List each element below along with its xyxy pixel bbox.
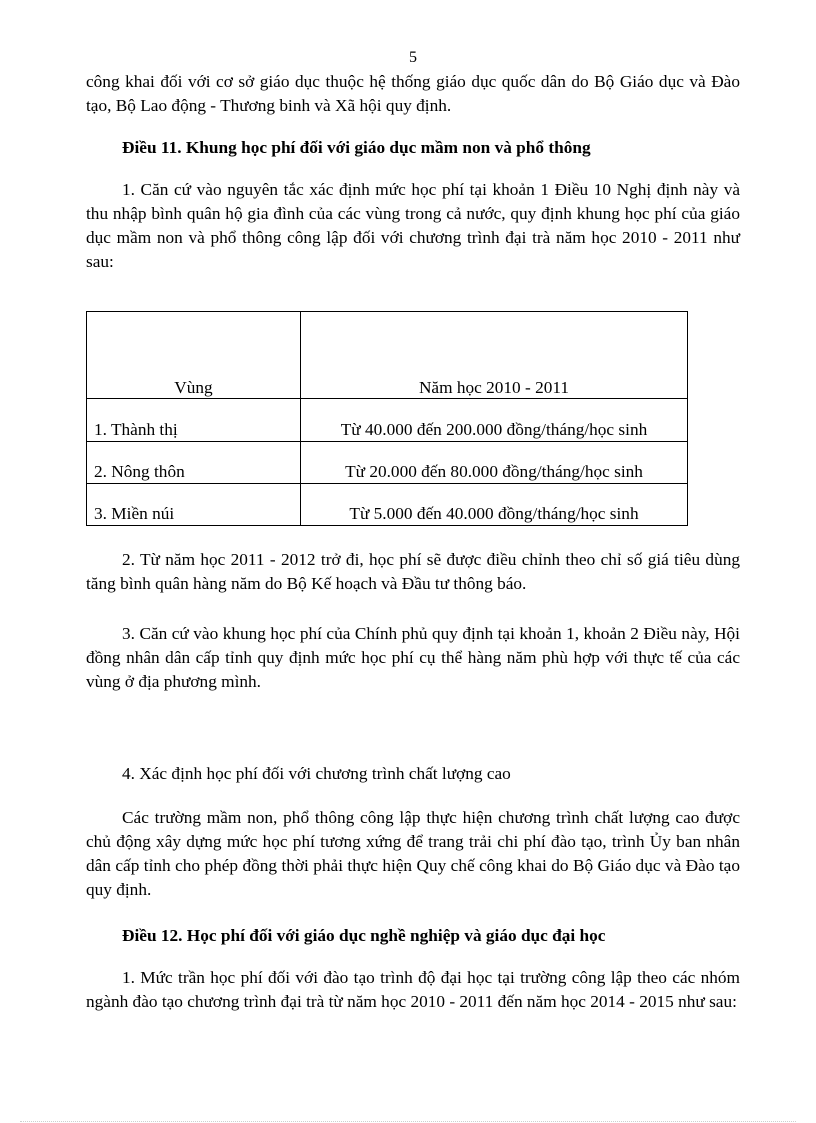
fee-cell: Từ 20.000 đến 80.000 đồng/tháng/học sinh bbox=[301, 442, 688, 484]
region-cell: 2. Nông thôn bbox=[87, 442, 301, 484]
fee-table bbox=[86, 311, 688, 526]
fee-cell: Từ 5.000 đến 40.000 đồng/tháng/học sinh bbox=[301, 484, 688, 526]
page-number: 5 bbox=[409, 49, 417, 66]
article-12-heading: Điều 12. Học phí đối với giáo dục nghề nghiệp và giáo dục đại học bbox=[122, 926, 606, 945]
table-row bbox=[87, 399, 688, 442]
article-11-clause-1: 1. Căn cứ vào nguyên tắc xác định mức học phí tại khoản 1 Điều 10 Nghị định này và thu nhập bình quân hộ gia đình của các vùng trong cả nước, quy định khung học phí của giáo dục mầm non và phổ thông công lập đối với chương trình đại trà năm học 2010 - 2011 như sau: bbox=[86, 180, 740, 271]
fee-table-header-row bbox=[87, 312, 688, 399]
paragraph-intro: công khai đối với cơ sở giáo dục thuộc hệ thống giáo dục quốc dân do Bộ Giáo dục và Đào tạo, Bộ Lao động - Thương binh và Xã hội quy định. bbox=[86, 72, 740, 115]
fee-cell: Từ 40.000 đến 200.000 đồng/tháng/học sinh bbox=[301, 399, 688, 442]
article-12-clause-1: 1. Mức trần học phí đối với đào tạo trình độ đại học tại trường công lập theo các nhóm ngành đào tạo chương trình đại trà từ năm học 2010 - 2011 đến năm học 2014 - 2015 như sau: bbox=[86, 968, 740, 1011]
page-bottom-divider bbox=[20, 1121, 796, 1122]
fee-table-header-region: Vùng bbox=[87, 312, 301, 399]
region-cell: 1. Thành thị bbox=[87, 399, 301, 442]
article-11-clause-2: 2. Từ năm học 2011 - 2012 trở đi, học phí sẽ được điều chỉnh theo chỉ số giá tiêu dùng tăng bình quân hàng năm do Bộ Kế hoạch và Đầu tư thông báo. bbox=[86, 550, 740, 593]
article-11-clause-4-heading: 4. Xác định học phí đối với chương trình chất lượng cao bbox=[122, 764, 511, 783]
table-row bbox=[87, 484, 688, 526]
article-11-clause-4-body: Các trường mầm non, phổ thông công lập thực hiện chương trình chất lượng cao được chủ động xây dựng mức học phí tương xứng để trang trải chi phí đào tạo, trình Ủy ban nhân dân cấp tỉnh cho phép đồng thời phải thực hiện Quy chế công khai do Bộ Giáo dục và Đào tạo quy định. bbox=[86, 808, 740, 899]
article-11-clause-3: 3. Căn cứ vào khung học phí của Chính phủ quy định tại khoản 1, khoản 2 Điều này, Hội đồng nhân dân cấp tỉnh quy định mức học phí cụ thể hàng năm phù hợp với thực tế của các vùng ở địa phương mình. bbox=[86, 624, 740, 691]
table-row bbox=[87, 442, 688, 484]
fee-table-header-year: Năm học 2010 - 2011 bbox=[301, 312, 688, 399]
region-cell: 3. Miền núi bbox=[87, 484, 301, 526]
article-11-heading: Điều 11. Khung học phí đối với giáo dục mầm non và phổ thông bbox=[122, 138, 591, 157]
